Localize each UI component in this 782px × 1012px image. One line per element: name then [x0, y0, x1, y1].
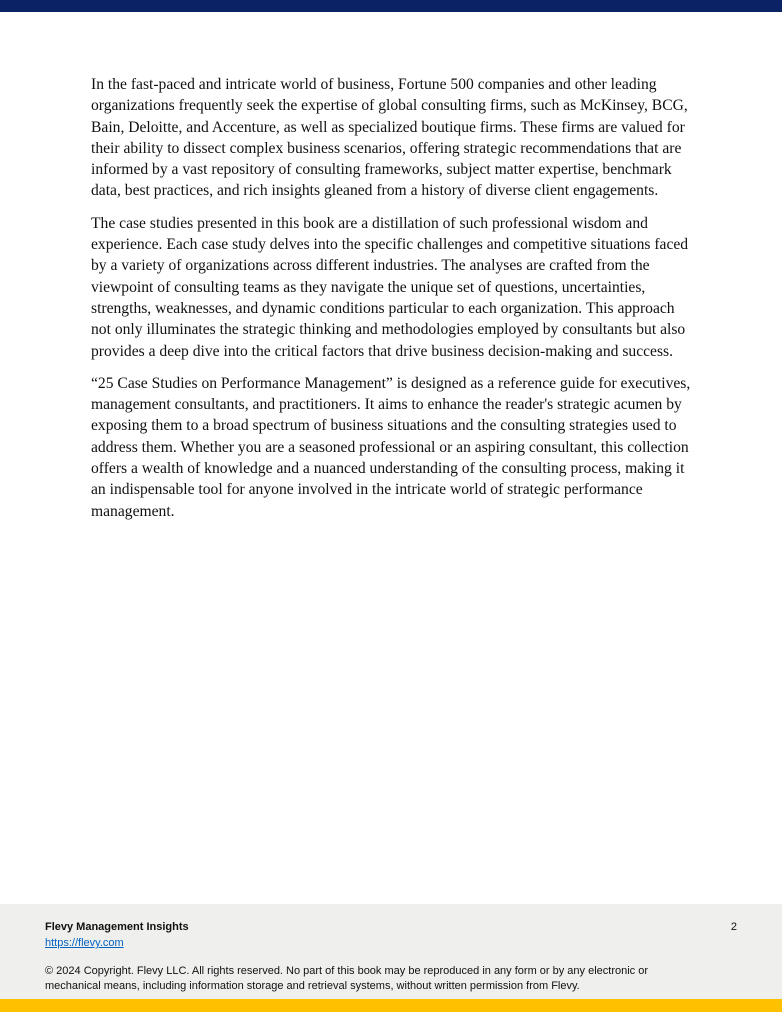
footer-brand: Flevy Management Insights	[45, 921, 189, 933]
page-number: 2	[730, 921, 737, 933]
footer-top-row	[45, 920, 737, 951]
body-text	[91, 74, 695, 533]
page-footer	[0, 904, 782, 999]
body-paragraph: “25 Case Studies on Performance Management” is designed as a reference guide for executives, management consultants, and practitioners. It aims to enhance the reader's strategic acumen by exposing them to a broad spectrum of business situations and the consulting strategies used to address them. Whether you are a seasoned professional or an aspiring consultant, this collection offers a wealth of knowledge and a nuanced understanding of the consulting process, making it an indispensable tool for anyone involved in the intricate world of strategic performance management.	[91, 374, 691, 520]
body-paragraph: The case studies presented in this book are a distillation of such professional wisdom and experience. Each case study delves into the specific challenges and competitive situations faced by a variety of organizations across different industries. The analyses are crafted from the viewpoint of consulting teams as they navigate the unique set of questions, uncertainties, strengths, weaknesses, and dynamic conditions particular to each organization. This approach not only illuminates the strategic thinking and methodologies employed by consultants but also provides a deep dive into the critical factors that drive business decision-making and success.	[91, 214, 689, 360]
copyright-text: © 2024 Copyright. Flevy LLC. All rights reserved. No part of this book may be reproduced in any form or by any electronic or mechanical means, including information storage and retrieval systems, without written permission from Flevy.	[45, 965, 649, 992]
bottom-accent-bar	[0, 999, 782, 1012]
footer-brand-block	[45, 920, 189, 951]
top-accent-bar	[0, 0, 782, 12]
body-paragraph: In the fast-paced and intricate world of business, Fortune 500 companies and other leading organizations frequently seek the expertise of global consulting firms, such as McKinsey, BCG, Bain, Deloitte, and Accenture, as well as specialized boutique firms. These firms are valued for their ability to dissect complex business scenarios, offering strategic recommendations that are informed by a vast repository of consulting frameworks, subject matter expertise, benchmark data, best practices, and rich insights gleaned from a history of diverse client engagements.	[91, 76, 688, 200]
footer-link[interactable]: https://flevy.com	[45, 937, 124, 949]
